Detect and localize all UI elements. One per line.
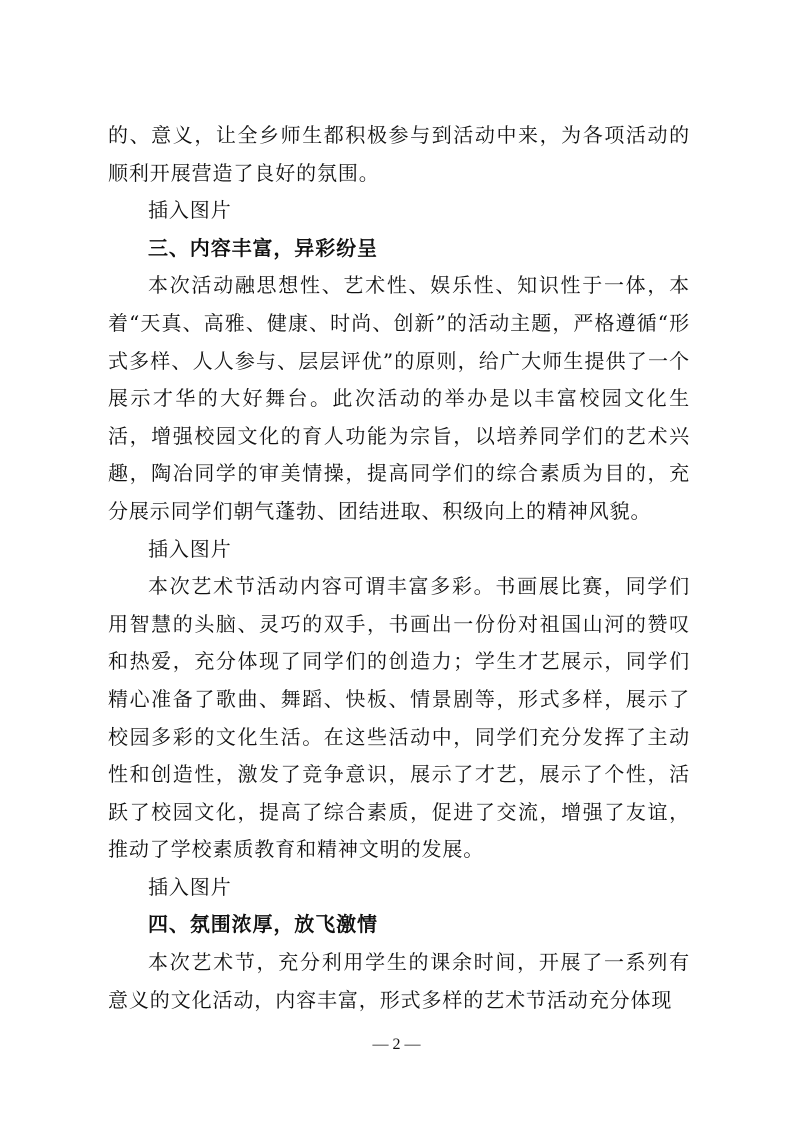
paragraph-atmosphere: 本次艺术节，充分利用学生的课余时间，开展了一系列有意义的文化活动，内容丰富，形式多样的艺术节活动充分体现: [108, 950, 690, 1012]
paragraph-continuation: 的、意义，让全乡师生都积极参与到活动中来，为各项活动的顺利开展营造了良好的氛围。: [108, 123, 690, 185]
image-placeholder: 插入图片: [148, 874, 232, 899]
page-number: — 2 —: [372, 1036, 421, 1053]
document-body: [108, 117, 690, 1019]
paragraph-activity-content: 本次艺术节活动内容可谓丰富多彩。书画展比赛，同学们用智慧的头脑、灵巧的双手，书画出一份份对祖国山河的赞叹和热爱，充分体现了同学们的创造力；学生才艺展示，同学们精心准备了歌曲、舞蹈、快板、情景剧等，形式多样，展示了校园多彩的文化生活。在这些活动中，同学们充分发挥了主动性和创造性，激发了竞争意识，展示了才艺，展示了个性，活跃了校园文化，提高了综合素质，促进了交流，增强了友谊，推动了学校素质教育和精神文明的发展。: [108, 574, 690, 862]
paragraph-activity-overview: 本次活动融思想性、艺术性、娱乐性、知识性于一体，本着“天真、高雅、健康、时尚、创新”的活动主题，严格遵循“形式多样、人人参与、层层评优”的原则，给广大师生提供了一个展示才华的大好舞台。此次活动的举办是以丰富校园文化生活，增强校园文化的育人功能为宗旨，以培养同学们的艺术兴趣，陶冶同学的审美情操，提高同学们的综合素质为目的，充分展示同学们朝气蓬勃、团结进取、积级向上的精神风貌。: [108, 273, 690, 523]
section-heading-4: 四、氛围浓厚，放飞激情: [148, 912, 378, 937]
section-heading-3: 三、内容丰富，异彩纷呈: [148, 235, 378, 260]
image-placeholder: 插入图片: [148, 536, 232, 561]
image-placeholder: 插入图片: [148, 198, 232, 223]
